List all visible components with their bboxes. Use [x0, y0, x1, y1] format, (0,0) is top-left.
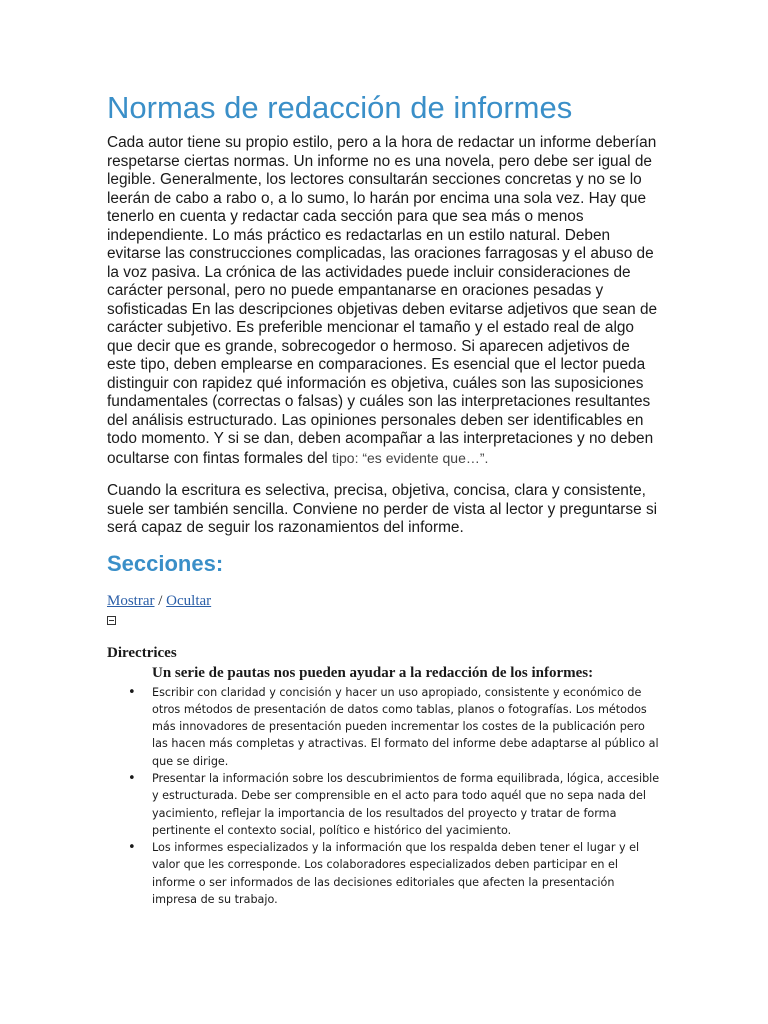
list-item: • Los informes especializados y la información que los respalda deben tener el lugar y el valor que les corresponde. Los colaboradores especializados deben participar en el informe o ser informados de las decisiones editoriales que afecten la presentación impresa de su trabajo. [152, 839, 662, 908]
collapse-minus-icon[interactable] [107, 616, 116, 625]
guidelines-intro: Un serie de pautas nos pueden ayudar a la redacción de los informes: [152, 664, 594, 681]
show-link[interactable]: Mostrar [107, 592, 155, 609]
list-item: • Presentar la información sobre los descubrimientos de forma equilibrada, lógica, accesible y estructurada. Debe ser comprensible en el acto para todo aquél que no sepa nada del yacimiento, reflejar la importancia de los resultados del proyecto y tratar de forma pertinente el contexto social, político e histórico del yacimiento. [152, 770, 662, 839]
hide-link[interactable]: Ocultar [166, 592, 212, 609]
document-page [107, 88, 662, 908]
directrices-heading: Directrices [107, 644, 177, 661]
page-title: Normas de redacción de informes [107, 90, 573, 125]
intro-paragraph-text: Cada autor tiene su propio estilo, pero a la hora de redactar un informe deberían respetarse ciertas normas. Un informe no es una novela, pero debe ser igual de legible. Generalmente, los lectores consultarán secciones concretas y no se lo leerán de cabo a rabo o, a lo sumo, lo harán por encima una sola vez. Hay que tenerlo en cuenta y redactar cada sección para que sea más o menos independiente. Lo más práctico es redactarlas en un estilo natural. Deben evitarse las construcciones complicadas, las oraciones farragosas y el abuso de la voz pasiva. La crónica de las actividades puede incluir consideraciones de carácter personal, pero no puede empantanarse en oraciones pesadas y sofisticadas En las descripciones objetivas deben evitarse adjetivos que sean de carácter subjetivo. Es preferible mencionar el tamaño y el estado real de algo que decir que es grande, sobrecogedor o hermoso. Si aparecen adjetivos de este tipo, deben emplearse en comparaciones. Es esencial que el lector pueda distinguir con rapidez qué información es objetiva, cuáles son las suposiciones fundamentales (correctas o falsas) y cuáles son las interpretaciones resultantes del análisis estructurado. Las opiniones personales deben ser identificables en todo momento. Y si se dan, deben acompañar a las interpretaciones y no deben ocultarse con fintas formales del [107, 134, 658, 467]
sections-heading: Secciones: [107, 550, 224, 576]
collapse-row [107, 610, 662, 630]
intro-paragraph-tail: tipo: “es evidente que…”. [332, 449, 489, 466]
show-hide-toggle [107, 592, 662, 610]
second-paragraph: Cuando la escritura es selectiva, precisa, objetiva, concisa, clara y consistente, suele ser también sencilla. Conviene no perder de vista al lector y preguntarse si será capaz de seguir los razonamientos del informe. [107, 482, 658, 536]
list-item: • Escribir con claridad y concisión y hacer un uso apropiado, consistente y económico de otros métodos de presentación de datos como tablas, planos o fotografías. Los métodos más innovadores de presentación pueden incrementar los costes de la publicación pero las hacen más completas y atractivas. El formato del informe debe adaptarse al público al que se dirige. [152, 684, 662, 770]
guidelines-list [107, 684, 662, 909]
intro-paragraph [107, 134, 662, 468]
toggle-separator: / [154, 592, 167, 609]
